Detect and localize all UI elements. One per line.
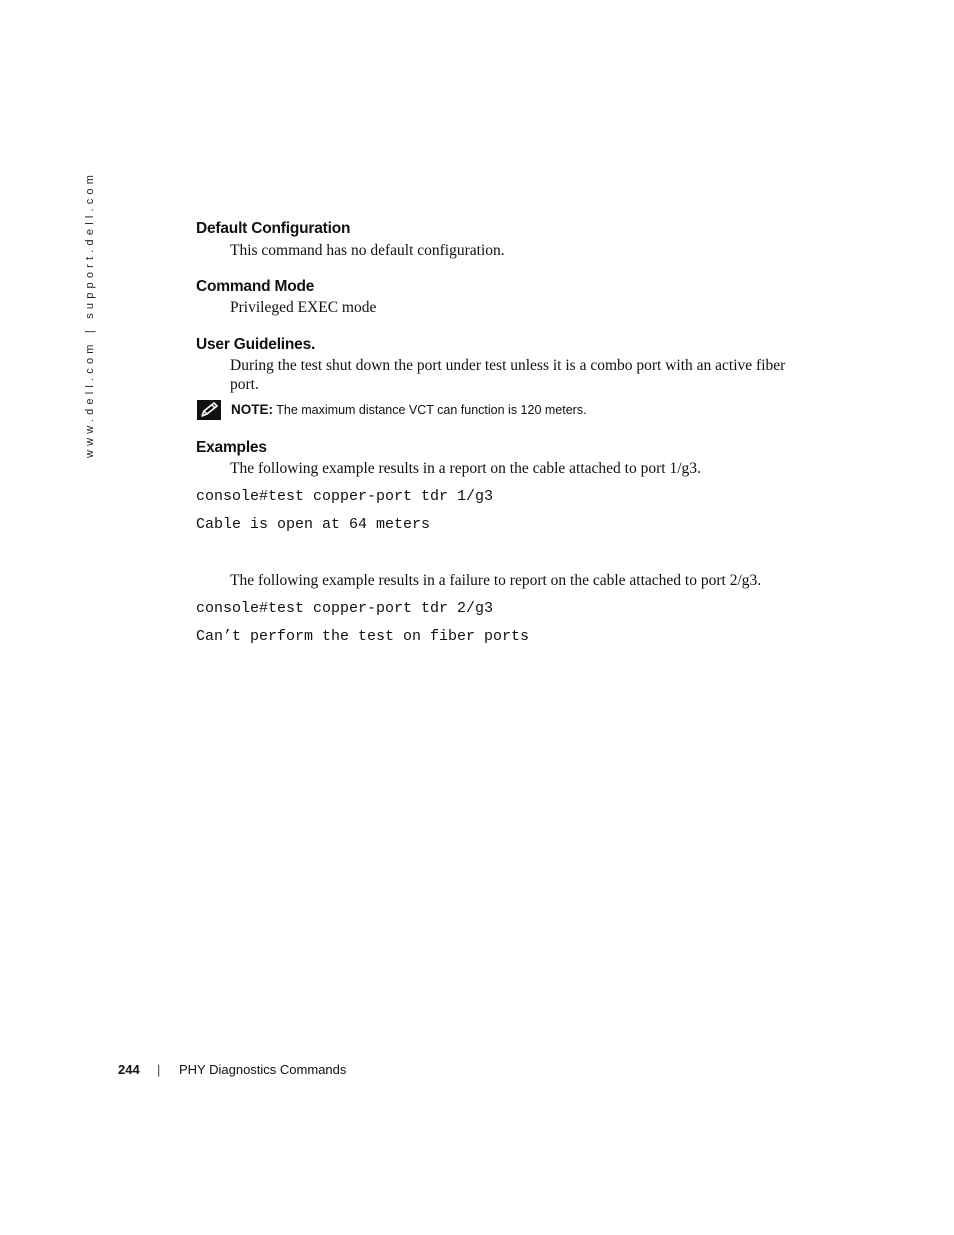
note-pencil-icon [197, 400, 221, 420]
heading-user-guidelines: User Guidelines. [196, 336, 316, 353]
heading-command-mode: Command Mode [196, 278, 315, 295]
example2-command: console#test copper-port tdr 2/g3 [196, 600, 494, 617]
heading-default-configuration: Default Configuration [196, 220, 351, 237]
note-text: The maximum distance VCT can function is 120 meters. [276, 403, 587, 417]
example2-output: Can’t perform the test on fiber ports [196, 628, 530, 645]
example1-command: console#test copper-port tdr 1/g3 [196, 488, 494, 505]
user-guidelines-line1: During the test shut down the port under test unless it is a combo port with an active fiber [230, 357, 786, 374]
example1-intro: The following example results in a report on the cable attached to port 1/g3. [230, 460, 701, 477]
default-configuration-text: This command has no default configuration. [230, 242, 505, 259]
footer-section-title: PHY Diagnostics Commands [179, 1062, 347, 1077]
note-label: NOTE: [231, 402, 273, 417]
footer-separator: | [157, 1062, 161, 1077]
example2-intro: The following example results in a failure to report on the cable attached to port 2/g3. [230, 572, 762, 589]
heading-examples: Examples [196, 439, 267, 456]
example1-output: Cable is open at 64 meters [196, 516, 431, 533]
note [231, 402, 587, 417]
user-guidelines-line2: port. [230, 376, 259, 393]
side-url: www.dell.com | support.dell.com [84, 170, 96, 458]
page-number: 244 [118, 1062, 140, 1077]
command-mode-text: Privileged EXEC mode [230, 299, 377, 316]
